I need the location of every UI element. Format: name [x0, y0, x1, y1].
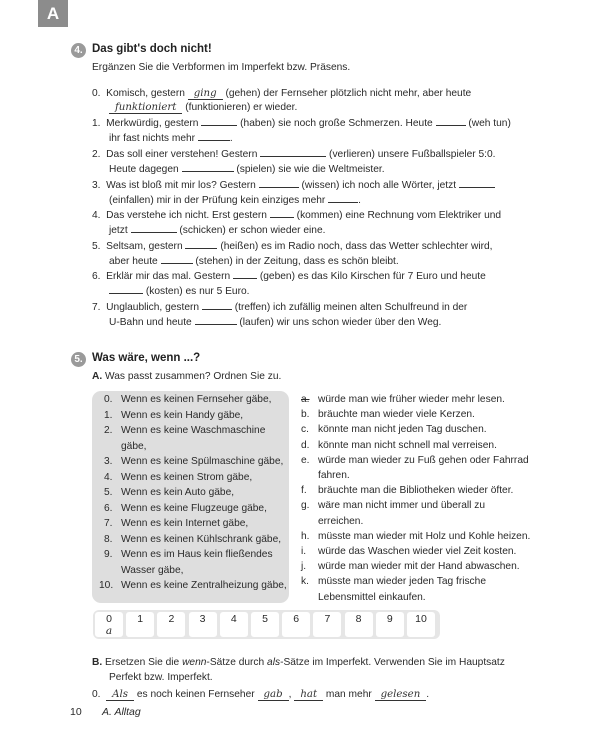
exercise-4-badge: 4. — [71, 43, 86, 58]
answer-blank[interactable] — [182, 161, 234, 172]
grid-cell-label: 6 — [293, 613, 300, 625]
grid-cell-label: 9 — [386, 613, 393, 625]
left-item-text: gäbe, — [121, 440, 147, 452]
grid-cell-label: 10 — [415, 613, 427, 625]
left-item-text: Wenn es keinen Fernseher gäbe, — [121, 394, 272, 405]
page-number: 10 — [70, 706, 82, 718]
section-label: A. Alltag — [102, 706, 141, 718]
handwritten-answer: funktioniert — [109, 102, 182, 114]
answer-blank[interactable] — [161, 253, 193, 264]
right-item-text: Lebensmittel einkaufen. — [318, 591, 426, 603]
right-item-letter: c. — [301, 424, 309, 436]
right-item-text: könnte man nicht jeden Tag duschen. — [318, 424, 487, 436]
grid-cell[interactable] — [126, 612, 154, 637]
ex4-item-0-line1: 0. Komisch, gestern ging (gehen) der Fernseher plötzlich nicht mehr, aber heute — [92, 88, 472, 99]
right-item-text: müsste man wieder mit Holz und Kohle heizen. — [318, 530, 531, 542]
left-item-text: Wenn es kein Handy gäbe, — [121, 409, 244, 421]
right-item-text: wäre man nicht immer und überall zu — [318, 500, 486, 512]
ex4-item-2-line2: Heute dagegen (spielen) sie wie die Weltmeister. — [109, 161, 385, 177]
right-item-letter: f. — [301, 485, 307, 497]
left-item-text: Wenn es im Haus kein fließendes — [121, 549, 273, 560]
grid-cell[interactable] — [189, 612, 217, 637]
ex4-item-6-line2: (kosten) es nur 5 Euro. — [109, 283, 249, 299]
ex4-item-3-line2: (einfallen) mir in der Prüfung kein einziges mehr . — [109, 192, 361, 208]
right-item-text: könnte man nicht schnell mal verreisen. — [318, 439, 497, 451]
ex4-item-4-line1: 4. Das verstehe ich nicht. Erst gestern (kommen) eine Rechnung vom Elektriker und — [92, 207, 501, 223]
grid-cell-label: 5 — [262, 613, 268, 625]
right-item-letter: i. — [301, 546, 307, 557]
right-item-text: bräuchte man wieder viele Kerzen. — [318, 409, 475, 421]
grid-cell[interactable] — [313, 612, 341, 637]
grid-cell[interactable] — [251, 612, 279, 637]
grid-cell-label: 1 — [137, 613, 144, 625]
ex4-item-3-line1: 3. Was ist bloß mit mir los? Gestern (wissen) ich noch alle Wörter, jetzt — [92, 177, 495, 193]
grid-cell[interactable] — [282, 612, 310, 637]
grid-cell-label: 4 — [230, 613, 237, 625]
left-item-number: 8. — [104, 533, 113, 545]
right-item-text: würde man wie früher wieder mehr lesen. — [318, 394, 505, 405]
ex4-item-7-line2: U-Bahn und heute (laufen) wir uns schon wieder über den Weg. — [109, 314, 441, 330]
grid-cell[interactable] — [345, 612, 373, 637]
right-item-letter: h. — [301, 530, 310, 542]
right-item-text: bräuchte man die Bibliotheken wieder öfter. — [318, 485, 514, 497]
right-item-letter: e. — [301, 454, 310, 466]
grid-cell-label: 2 — [168, 613, 175, 625]
unit-letter: A — [46, 3, 60, 23]
left-item-text: Wenn es keinen Kühlschrank gäbe, — [121, 533, 282, 545]
ex4-item-5-line1: 5. Seltsam, gestern (heißen) es im Radio noch, dass das Wetter schlechter wird, — [92, 238, 492, 254]
left-item-text: Wenn es keine Spülmaschine gäbe, — [121, 456, 284, 467]
left-item-text: Wenn es keinen Strom gäbe, — [121, 471, 253, 483]
answer-blank[interactable] — [436, 115, 466, 126]
answer-blank[interactable] — [198, 130, 230, 141]
ex4-item-2-line1: 2. Das soll einer verstehen! Gestern (verlieren) unsere Fußballspieler 5:0. — [92, 146, 496, 162]
left-item-text: Wenn es keine Flugzeuge gäbe, — [121, 502, 267, 514]
exercise-5-example: 0. Als es noch keinen Fernseher gab , hat man mehr gelesen . — [92, 689, 430, 700]
exercise-5-part-a: A. Was passt zusammen? Ordnen Sie zu. — [92, 371, 282, 382]
left-item-text: Wenn es kein Internet gäbe, — [121, 518, 249, 529]
answer-blank[interactable] — [201, 115, 237, 126]
handwritten-answer: a — [105, 625, 113, 637]
handwritten-answer: hat — [294, 689, 323, 701]
left-item-text: Wenn es keine Zentralheizung gäbe, — [121, 580, 287, 591]
right-item-text: erreichen. — [318, 515, 364, 527]
left-item-number: 10. — [99, 580, 114, 591]
left-item-number: 3. — [104, 456, 113, 467]
grid-cell[interactable] — [95, 612, 123, 637]
right-item-text: würde man wieder zu Fuß gehen oder Fahrrad — [318, 454, 529, 466]
right-item-text: würde das Waschen wieder viel Zeit kosten. — [318, 546, 517, 557]
exercise-4-instruction: Ergänzen Sie die Verbformen im Imperfekt bzw. Präsens. — [92, 62, 351, 73]
answer-blank[interactable] — [260, 146, 326, 157]
right-item-text: müsste man wieder jeden Tag frische — [318, 576, 486, 588]
ex4-item-1-line2: ihr fast nichts mehr . — [109, 130, 233, 146]
answer-blank[interactable] — [270, 207, 294, 218]
grid-cell-label: 8 — [355, 613, 362, 625]
grid-cell-label: 7 — [324, 613, 331, 625]
exercise-4-title: Das gibt's doch nicht! — [92, 43, 212, 55]
grid-cell[interactable] — [407, 612, 435, 637]
left-item-number: 2. — [104, 425, 113, 436]
handwritten-answer: ging — [188, 88, 223, 100]
grid-cell[interactable] — [220, 612, 248, 637]
answer-blank[interactable] — [195, 314, 237, 325]
right-item-text: würde man wieder mit der Hand abwaschen. — [318, 561, 520, 573]
ex4-item-4-line2: jetzt (schicken) er schon wieder eine. — [109, 222, 325, 238]
unit-tab — [38, 0, 68, 27]
left-item-number: 5. — [104, 487, 113, 498]
answer-blank[interactable] — [131, 222, 177, 233]
left-item-number: 4. — [104, 471, 113, 483]
left-item-number: 7. — [104, 518, 113, 529]
answer-blank[interactable] — [109, 283, 143, 294]
ex4-item-5-line2: aber heute (stehen) in der Zeitung, dass es schön bleibt. — [109, 253, 399, 269]
left-item-number: 0. — [104, 394, 113, 405]
grid-cell-label: 0 — [106, 613, 112, 625]
right-item-text: fahren. — [318, 470, 350, 481]
answer-blank[interactable] — [259, 177, 299, 188]
exercise-5-badge: 5. — [71, 352, 86, 367]
ex4-item-1-line1: 1. Merkwürdig, gestern (haben) sie noch große Schmerzen. Heute (weh tun) — [92, 115, 511, 131]
left-item-number: 9. — [104, 549, 113, 560]
exercise-5-part-b: B. Ersetzen Sie die wenn-Sätze durch als-Sätze im Imperfekt. Verwenden Sie im Hauptsatz — [92, 657, 505, 668]
left-item-text: Wenn es keine Waschmaschine — [121, 425, 266, 436]
handwritten-answer: gelesen — [375, 689, 427, 701]
answer-blank[interactable] — [328, 192, 358, 203]
answer-blank[interactable] — [185, 238, 217, 249]
left-item-text: Wasser gäbe, — [121, 564, 184, 576]
exercise-5-title: Was wäre, wenn ...? — [92, 352, 201, 364]
handwritten-answer: Als — [106, 689, 134, 701]
left-item-number: 6. — [104, 502, 113, 514]
right-item-letter: g. — [301, 500, 310, 512]
ex4-item-6-line1: 6. Erklär mir das mal. Gestern (geben) es das Kilo Kirschen für 7 Euro und heute — [92, 268, 486, 284]
grid-cell[interactable] — [376, 612, 404, 637]
left-item-number: 1. — [104, 409, 113, 421]
ex4-item-0-line2: funktioniert (funktionieren) er wieder. — [109, 100, 297, 115]
right-item-letter: d. — [301, 439, 310, 451]
grid-cell[interactable] — [157, 612, 185, 637]
answer-blank[interactable] — [233, 268, 257, 279]
answer-blank[interactable] — [202, 299, 232, 310]
handwritten-answer: gab — [258, 689, 289, 701]
exercise-5-part-b-line2: Perfekt bzw. Imperfekt. — [109, 672, 213, 683]
right-item-letter: j. — [301, 561, 307, 573]
right-item-letter: b. — [301, 409, 310, 421]
right-item-letter: a. — [301, 394, 310, 405]
right-item-letter: k. — [301, 576, 309, 588]
ex4-item-7-line1: 7. Unglaublich, gestern (treffen) ich zufällig meinen alten Schulfreund in der — [92, 299, 467, 315]
left-item-text: Wenn es kein Auto gäbe, — [121, 487, 235, 498]
answer-blank[interactable] — [459, 177, 495, 188]
grid-cell-label: 3 — [199, 613, 206, 625]
